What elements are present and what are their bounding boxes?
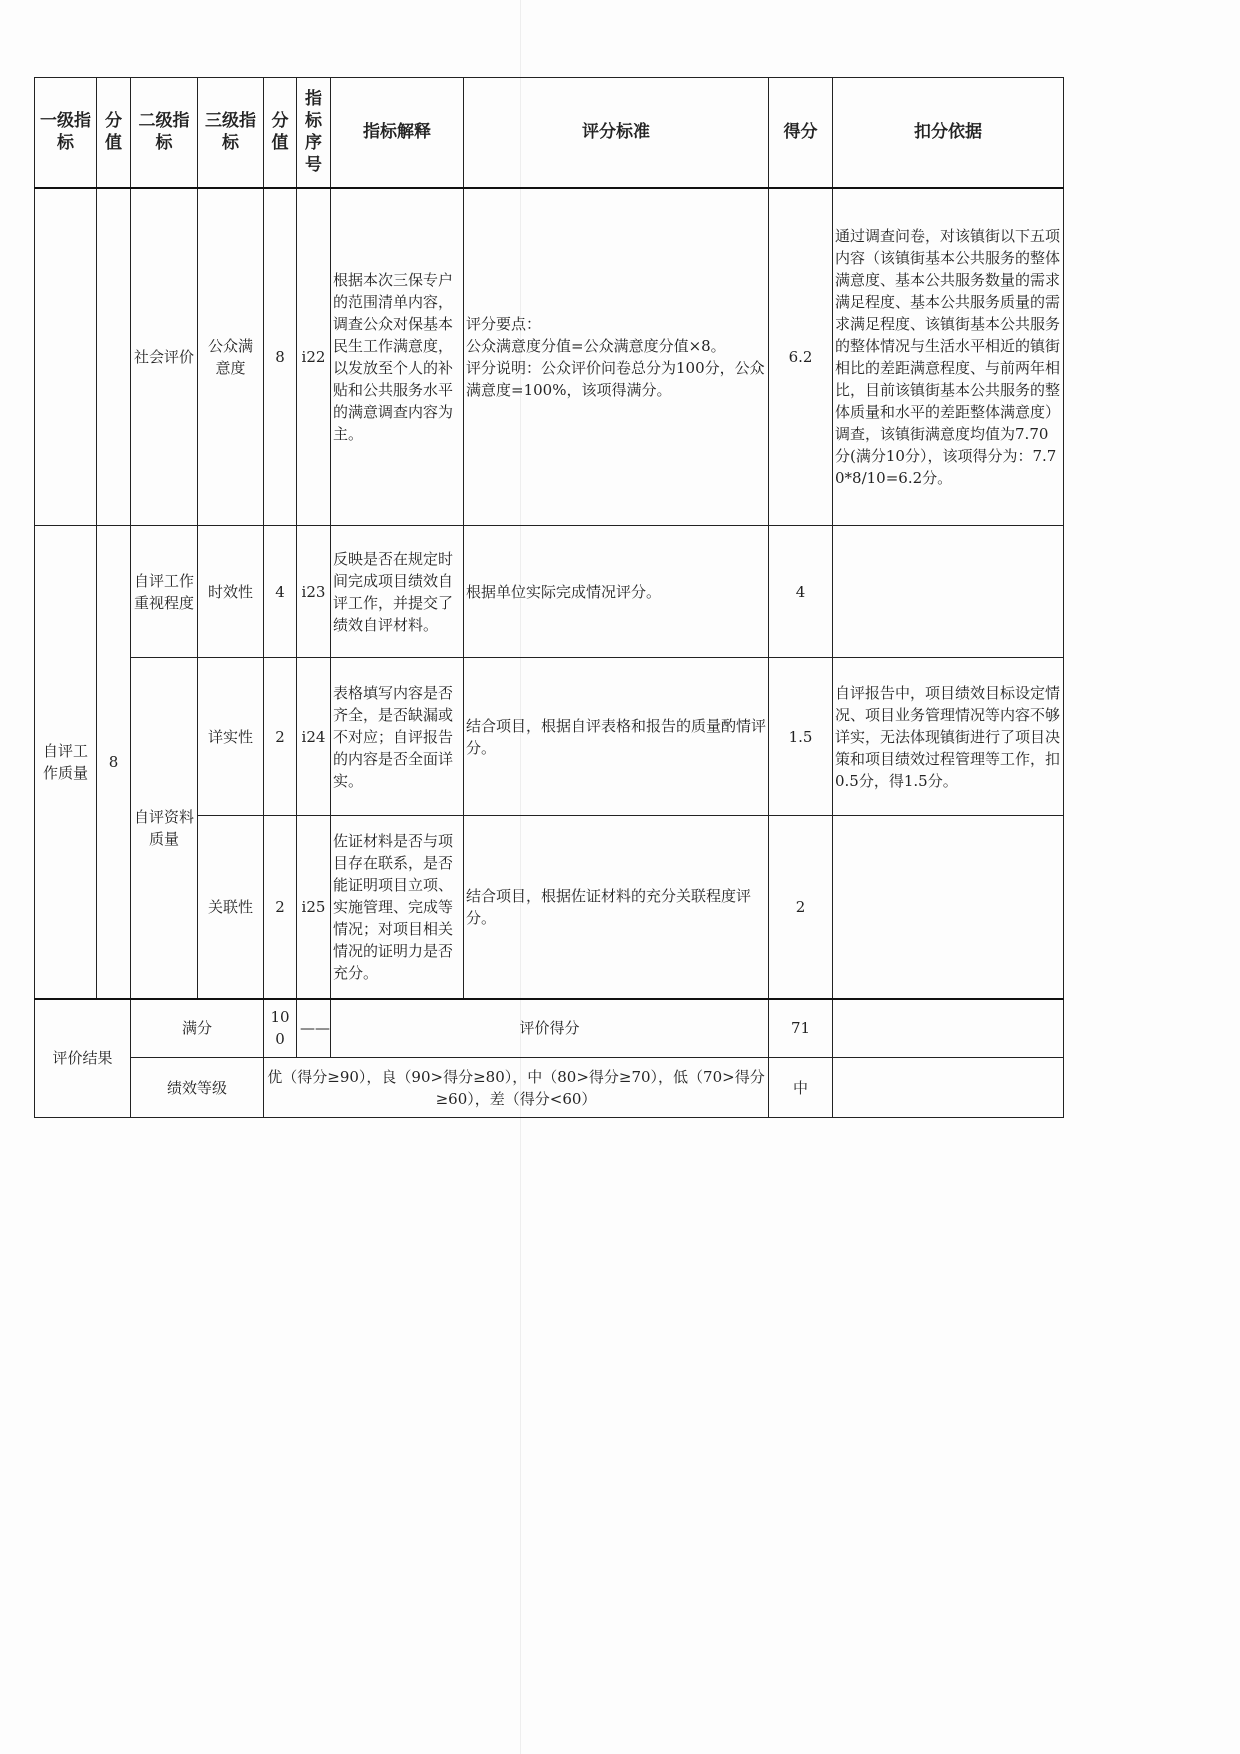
grade-row [35, 1058, 1064, 1118]
header-cell: 指标解释 [331, 78, 464, 188]
grade-label: 绩效等级 [131, 1058, 264, 1118]
explain-cell: 佐证材料是否与项目存在联系，是否能证明项目立项、实施管理、完成等情况；对项目相关情况的证明力是否充分。 [331, 816, 464, 999]
header-cell: 二级指标 [131, 78, 198, 188]
grade-rule: 优（得分≥90），良（90>得分≥80），中（80>得分≥70），低（70>得分≥60），差（得分<60） [264, 1058, 769, 1118]
score-cell: 8 [264, 188, 297, 526]
empty-cell [35, 188, 97, 526]
got-score-cell: 6.2 [769, 188, 833, 526]
level3-cell: 详实性 [198, 658, 264, 816]
standard-line: 评分说明：公众评价问卷总分为100分，公众满意度=100%，该项得满分。 [466, 358, 765, 399]
grade-value: 中 [769, 1058, 833, 1118]
header-row [35, 78, 1064, 188]
header-cell: 指标序号 [297, 78, 331, 188]
header-cell: 分值 [264, 78, 297, 188]
standard-line: 公众满意度分值=公众满意度分值×8。 [466, 336, 726, 355]
standard-cell [464, 188, 769, 526]
level1-cell: 自评工作质量 [35, 526, 97, 999]
level3-cell: 公众满意度 [198, 188, 264, 526]
level2-cell: 社会评价 [131, 188, 198, 526]
table-row [35, 658, 1064, 816]
basis-cell [833, 526, 1064, 658]
level2-cell: 自评资料质量 [131, 658, 198, 999]
result-row [35, 999, 1064, 1058]
dash-cell: —— [297, 999, 331, 1058]
explain-cell: 根据本次三保专户的范围清单内容，调查公众对保基本民生工作满意度，以发放至个人的补贴和公共服务水平的满意调查内容为主。 [331, 188, 464, 526]
standard-line: 评分要点： [466, 314, 542, 333]
evaluation-table [34, 77, 1064, 1118]
explain-cell: 表格填写内容是否齐全，是否缺漏或不对应；自评报告的内容是否全面详实。 [331, 658, 464, 816]
explain-cell: 反映是否在规定时间完成项目绩效自评工作，并提交了绩效自评材料。 [331, 526, 464, 658]
header-cell: 扣分依据 [833, 78, 1064, 188]
table-row [35, 526, 1064, 658]
header-cell: 分值 [97, 78, 131, 188]
standard-cell: 结合项目，根据自评表格和报告的质量酌情评分。 [464, 658, 769, 816]
empty-cell [833, 999, 1064, 1058]
index-cell: i22 [297, 188, 331, 526]
standard-cell: 结合项目，根据佐证材料的充分关联程度评分。 [464, 816, 769, 999]
header-cell: 评分标准 [464, 78, 769, 188]
score-cell: 2 [264, 658, 297, 816]
basis-cell [833, 816, 1064, 999]
got-score-cell: 1.5 [769, 658, 833, 816]
standard-cell: 根据单位实际完成情况评分。 [464, 526, 769, 658]
eval-score-label: 评价得分 [331, 999, 769, 1058]
index-cell: i25 [297, 816, 331, 999]
table-row [35, 188, 1064, 526]
basis-cell: 通过调查问卷，对该镇街以下五项内容（该镇街基本公共服务的整体满意度、基本公共服务数量的需求满足程度、基本公共服务质量的需求满足程度、该镇街基本公共服务的整体情况与生活水平相近的镇街相比的差距满意程度、与前两年相比，目前该镇街基本公共服务的整体质量和水平的差距整体满意度）调查，该镇街满意度均值为7.70分(满分10分），该项得分为：7.70*8/10=6.2分。 [833, 188, 1064, 526]
full-score-value: 100 [264, 999, 297, 1058]
basis-cell: 自评报告中，项目绩效目标设定情况、项目业务管理情况等内容不够详实，无法体现镇街进行了项目决策和项目绩效过程管理等工作，扣0.5分，得1.5分。 [833, 658, 1064, 816]
empty-cell [833, 1058, 1064, 1118]
got-score-cell: 2 [769, 816, 833, 999]
got-score-cell: 4 [769, 526, 833, 658]
index-cell: i24 [297, 658, 331, 816]
eval-score-value: 71 [769, 999, 833, 1058]
index-cell: i23 [297, 526, 331, 658]
header-cell: 一级指标 [35, 78, 97, 188]
level1-score-cell: 8 [97, 526, 131, 999]
header-cell: 得分 [769, 78, 833, 188]
result-label: 评价结果 [35, 999, 131, 1118]
empty-cell [97, 188, 131, 526]
level2-cell: 自评工作重视程度 [131, 526, 198, 658]
full-score-label: 满分 [131, 999, 264, 1058]
score-cell: 2 [264, 816, 297, 999]
header-cell: 三级指标 [198, 78, 264, 188]
level3-cell: 关联性 [198, 816, 264, 999]
level3-cell: 时效性 [198, 526, 264, 658]
score-cell: 4 [264, 526, 297, 658]
